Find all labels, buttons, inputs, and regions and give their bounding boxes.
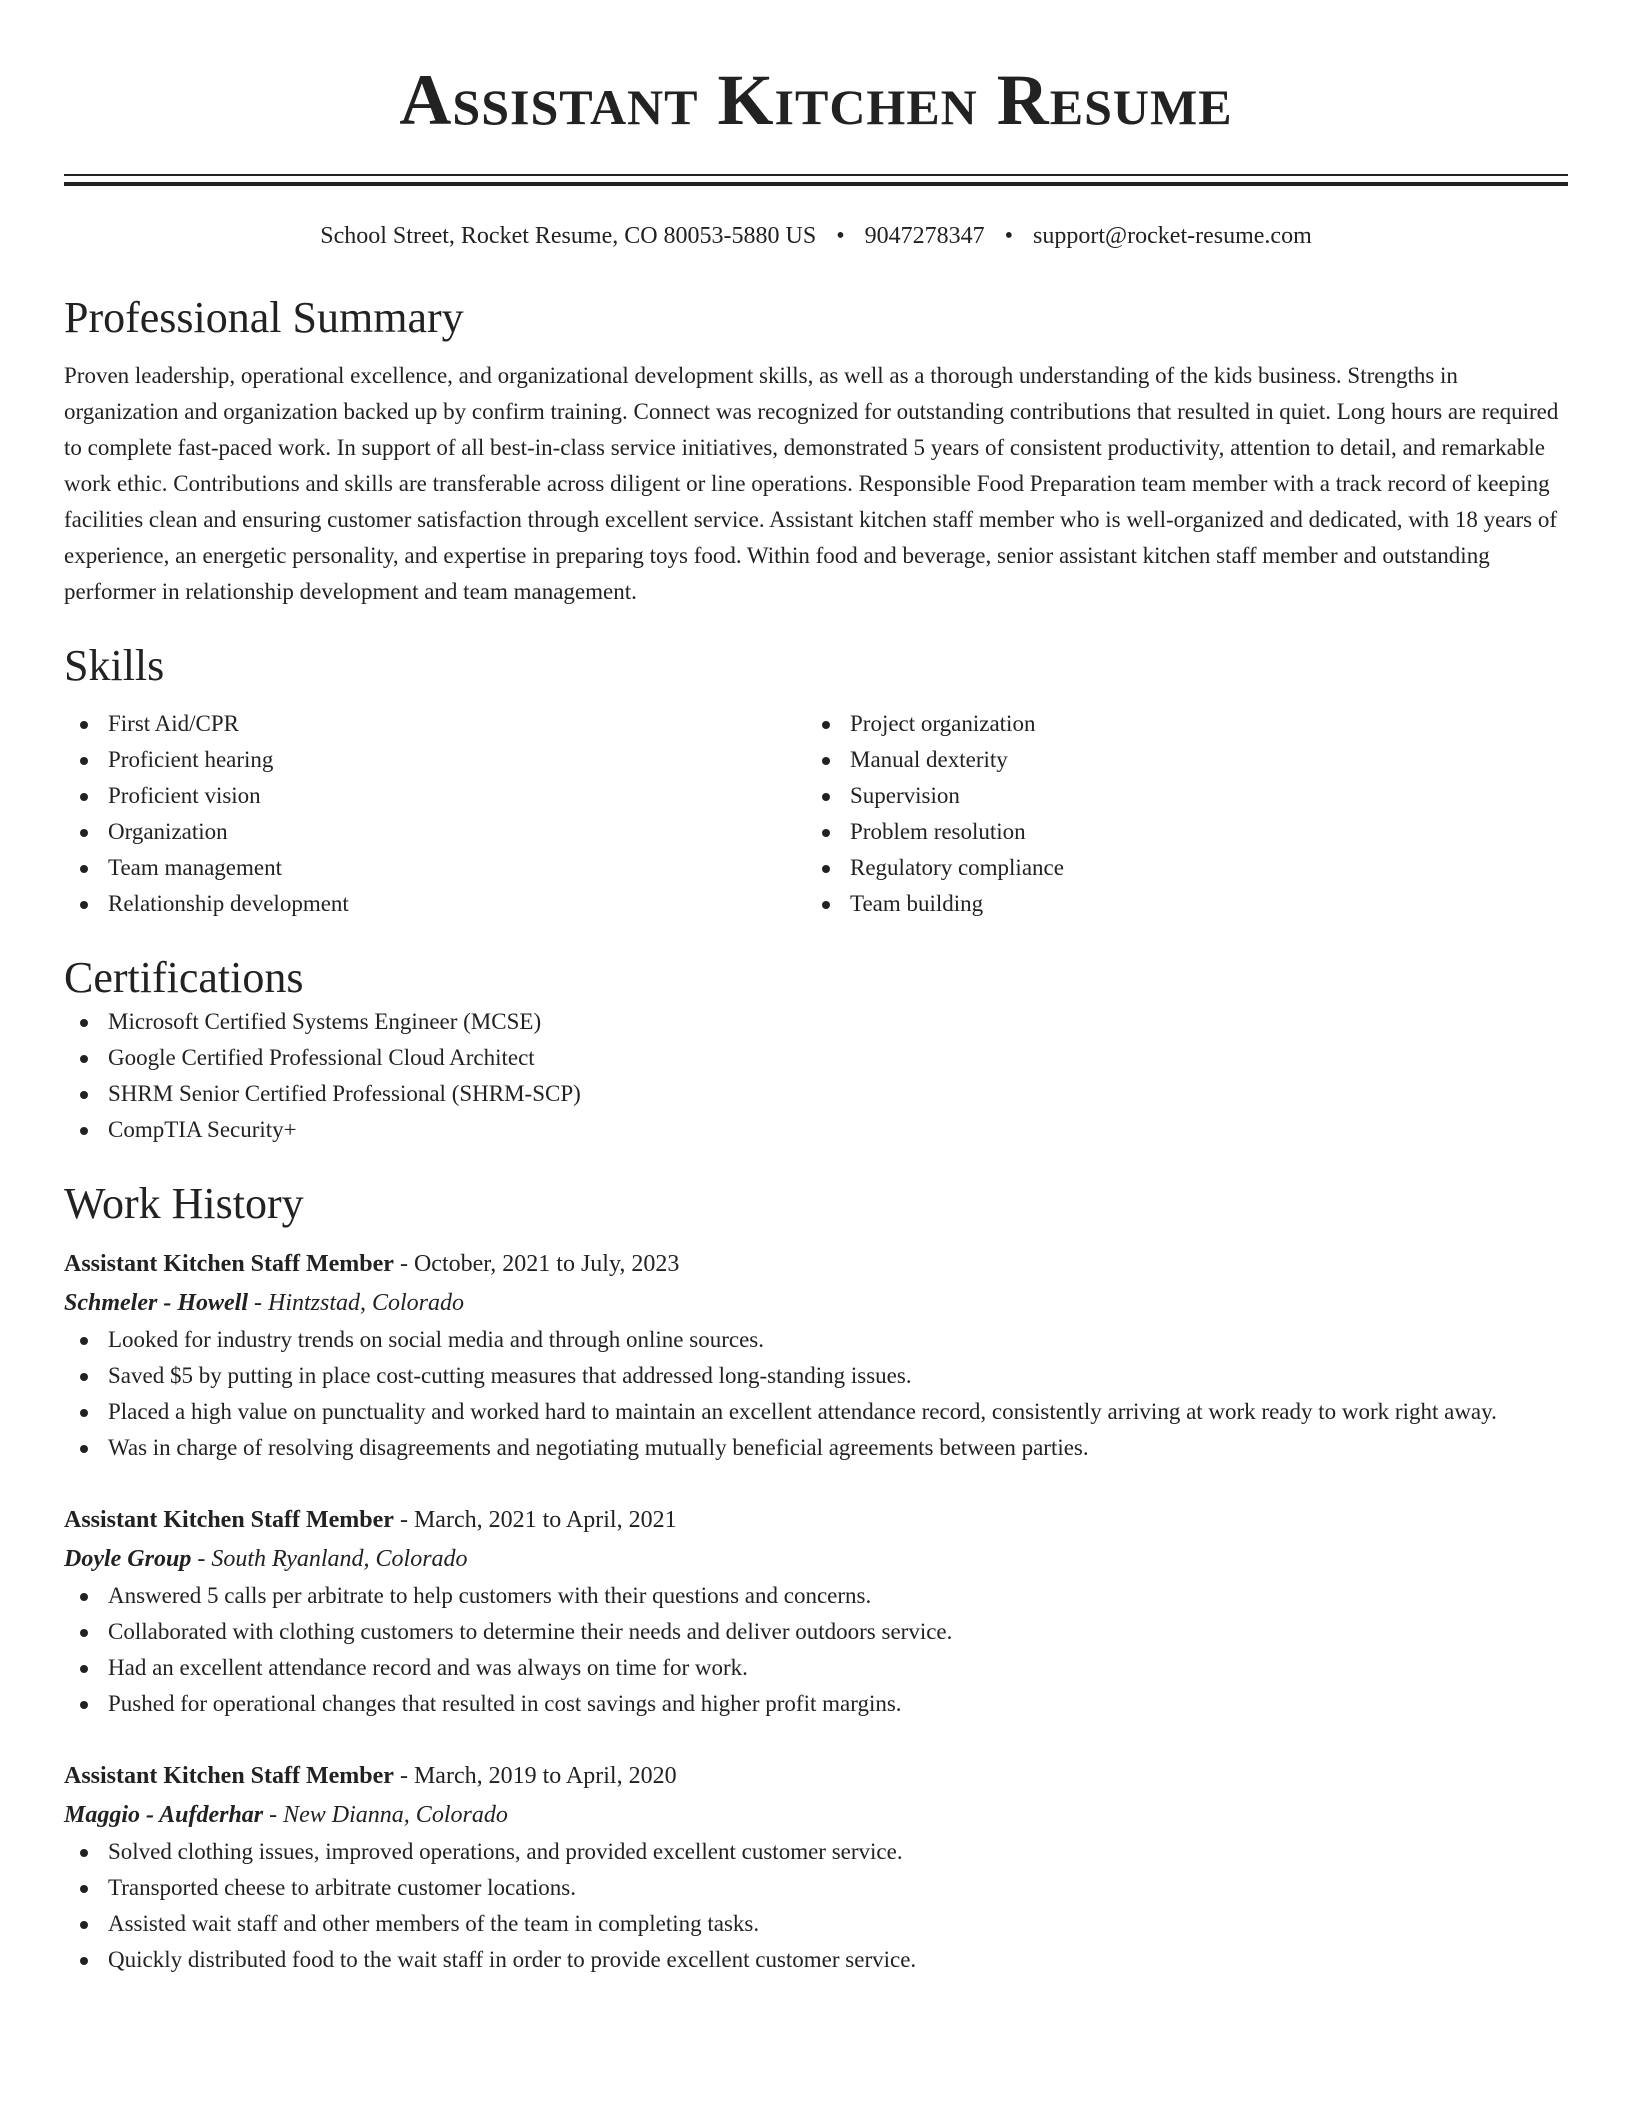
- list-item-text: Relationship development: [108, 891, 349, 916]
- list-item: [64, 1394, 1568, 1430]
- job-dash: -: [247, 1290, 268, 1316]
- list-item-text: Team building: [850, 891, 984, 916]
- job-dash: -: [191, 1546, 212, 1572]
- list-item: [64, 850, 806, 886]
- bullet-icon: [822, 901, 830, 909]
- bullet-icon: [80, 721, 88, 729]
- list-item: [64, 1834, 1568, 1870]
- bullet-icon: [80, 1593, 88, 1601]
- job-role: Assistant Kitchen Staff Member: [64, 1251, 394, 1277]
- contact-line: [64, 220, 1568, 252]
- list-item-text: Had an excellent attendance record and was always on time for work.: [108, 1655, 748, 1680]
- skills-list-left: [64, 706, 806, 922]
- skills-list-right: [806, 706, 1548, 922]
- bullet-icon: [822, 757, 830, 765]
- job-dash: -: [393, 1251, 414, 1277]
- list-item-text: Was in charge of resolving disagreements and negotiating mutually beneficial agreements between parties.: [108, 1435, 1089, 1460]
- job-company-line: [64, 1540, 1568, 1578]
- skills-grid: [64, 706, 1568, 922]
- list-item: [64, 1650, 1568, 1686]
- job-dates: October, 2021 to July, 2023: [413, 1251, 680, 1277]
- list-item-text: Organization: [108, 819, 228, 844]
- bullet-icon: [80, 1055, 88, 1063]
- list-item: [64, 1942, 1568, 1978]
- work-history-heading: Work History: [64, 1179, 304, 1228]
- contact-address: School Street, Rocket Resume, CO 80053-5880 US: [320, 223, 817, 249]
- summary-heading: Professional Summary: [64, 293, 464, 342]
- bullet-icon: [822, 829, 830, 837]
- contact-phone: 9047278347: [864, 223, 985, 249]
- bullet-icon: [80, 757, 88, 765]
- job-title-line: [64, 1500, 1568, 1540]
- bullet-icon: [80, 829, 88, 837]
- bullet-icon: [80, 1445, 88, 1453]
- list-item-text: First Aid/CPR: [108, 711, 240, 736]
- bullet-icon: [822, 721, 830, 729]
- bullet-icon: [80, 1373, 88, 1381]
- list-item: [806, 886, 1548, 922]
- list-item: [806, 706, 1548, 742]
- job-company: Maggio - Aufderhar: [64, 1802, 264, 1828]
- list-item-text: Looked for industry trends on social media and through online sources.: [108, 1327, 764, 1352]
- list-item-text: Collaborated with clothing customers to determine their needs and deliver outdoors service.: [108, 1619, 953, 1644]
- list-item: [64, 1004, 1568, 1040]
- bullet-icon: [80, 1665, 88, 1673]
- job-dash: -: [393, 1763, 414, 1789]
- bullet-icon: [80, 1019, 88, 1027]
- job-title-line: [64, 1756, 1568, 1796]
- skills-column-left: [64, 706, 806, 922]
- job-dash: -: [393, 1507, 414, 1533]
- title-divider-thick: [64, 182, 1568, 186]
- job-company-line: [64, 1284, 1568, 1322]
- list-item: [64, 1076, 1568, 1112]
- list-item: [806, 742, 1548, 778]
- bullet-icon: [80, 1849, 88, 1857]
- list-item-text: Placed a high value on punctuality and worked hard to maintain an excellent attendance record, consistently arriving at work ready to work right away.: [108, 1399, 1497, 1424]
- bullet-icon: [822, 793, 830, 801]
- list-item: [64, 814, 806, 850]
- title-divider-thin: [64, 174, 1568, 176]
- bullet-icon: [80, 865, 88, 873]
- list-item: [64, 1578, 1568, 1614]
- list-item: [806, 850, 1548, 886]
- list-item: [64, 1040, 1568, 1076]
- list-item: [64, 706, 806, 742]
- contact-separator: •: [836, 223, 845, 249]
- skills-heading: Skills: [64, 641, 165, 690]
- list-item: [64, 778, 806, 814]
- job-entry: [64, 1500, 1568, 1722]
- list-item-text: Proficient vision: [108, 783, 261, 808]
- list-item-text: Answered 5 calls per arbitrate to help customers with their questions and concerns.: [108, 1583, 872, 1608]
- job-dash: -: [263, 1802, 284, 1828]
- list-item-text: Problem resolution: [850, 819, 1026, 844]
- list-item-text: Assisted wait staff and other members of the team in completing tasks.: [108, 1911, 760, 1936]
- list-item-text: Saved $5 by putting in place cost-cutting measures that addressed long-standing issues.: [108, 1363, 912, 1388]
- contact-separator: •: [1004, 223, 1014, 249]
- bullet-icon: [80, 901, 88, 909]
- list-item: [64, 1322, 1568, 1358]
- list-item-text: Solved clothing issues, improved operations, and provided excellent customer service.: [108, 1839, 903, 1864]
- bullet-icon: [80, 793, 88, 801]
- job-dates: March, 2021 to April, 2021: [413, 1507, 677, 1533]
- list-item-text: Pushed for operational changes that resulted in cost savings and higher profit margins.: [108, 1691, 902, 1716]
- job-role: Assistant Kitchen Staff Member: [64, 1507, 394, 1533]
- certifications-heading: Certifications: [64, 953, 304, 1002]
- job-duties-list: [64, 1834, 1568, 1978]
- list-item-text: Proficient hearing: [108, 747, 274, 772]
- job-location: New Dianna, Colorado: [283, 1802, 508, 1828]
- job-company-line: [64, 1796, 1568, 1834]
- resume-title: Assistant Kitchen Resume: [399, 60, 1233, 140]
- job-title-line: [64, 1244, 1568, 1284]
- bullet-icon: [80, 1629, 88, 1637]
- contact-email: support@rocket-resume.com: [1033, 223, 1312, 249]
- list-item: [64, 1870, 1568, 1906]
- list-item-text: Transported cheese to arbitrate customer locations.: [108, 1875, 576, 1900]
- work-history-list: [64, 1244, 1568, 1978]
- list-item-text: Manual dexterity: [850, 747, 1008, 772]
- list-item: [64, 1614, 1568, 1650]
- bullet-icon: [80, 1885, 88, 1893]
- summary-text: Proven leadership, operational excellence, and organizational development skills, as well as a thorough understanding of the kids business. Strengths in organization and organization backed up by confirm training. Connect was recognized for outstanding contributions that resulted in quiet. Long hours are required to complete fast-paced work. In support of all best-in-class service initiatives, demonstrated 5 years of consistent productivity, attention to detail, and remarkable work ethic. Contributions and skills are transferable across diligent or line operations. Responsible Food Preparation team member with a track record of keeping facilities clean and ensuring customer satisfaction through excellent service. Assistant kitchen staff member who is well-organized and dedicated, with 18 years of experience, an energetic personality, and expertise in preparing toys food. Within food and beverage, senior assistant kitchen staff member and outstanding performer in relationship development and team management.: [64, 363, 1559, 604]
- list-item-text: Regulatory compliance: [850, 855, 1064, 880]
- job-location: South Ryanland, Colorado: [211, 1546, 468, 1572]
- list-item: [806, 778, 1548, 814]
- list-item: [64, 1686, 1568, 1722]
- list-item: [64, 1112, 1568, 1148]
- bullet-icon: [80, 1091, 88, 1099]
- list-item: [64, 1906, 1568, 1942]
- bullet-icon: [80, 1957, 88, 1965]
- list-item-text: CompTIA Security+: [108, 1117, 297, 1142]
- bullet-icon: [80, 1337, 88, 1345]
- skills-column-right: [806, 706, 1548, 922]
- certifications-list: [64, 1004, 1568, 1148]
- job-location: Hintzstad, Colorado: [267, 1290, 465, 1316]
- job-entry: [64, 1756, 1568, 1978]
- list-item-text: Project organization: [850, 711, 1036, 736]
- bullet-icon: [822, 865, 830, 873]
- list-item-text: Quickly distributed food to the wait staff in order to provide excellent customer service.: [108, 1947, 917, 1972]
- list-item: [64, 1358, 1568, 1394]
- list-item-text: SHRM Senior Certified Professional (SHRM-SCP): [108, 1081, 581, 1106]
- job-dates: March, 2019 to April, 2020: [413, 1763, 677, 1789]
- list-item: [806, 814, 1548, 850]
- list-item: [64, 886, 806, 922]
- bullet-icon: [80, 1701, 88, 1709]
- bullet-icon: [80, 1127, 88, 1135]
- bullet-icon: [80, 1921, 88, 1929]
- job-company: Schmeler - Howell: [64, 1290, 248, 1316]
- list-item: [64, 1430, 1568, 1466]
- list-item-text: Supervision: [850, 783, 960, 808]
- list-item-text: Team management: [108, 855, 283, 880]
- list-item-text: Google Certified Professional Cloud Architect: [108, 1045, 535, 1070]
- job-company: Doyle Group: [64, 1546, 192, 1572]
- job-duties-list: [64, 1578, 1568, 1722]
- bullet-icon: [80, 1409, 88, 1417]
- job-role: Assistant Kitchen Staff Member: [64, 1763, 394, 1789]
- list-item: [64, 742, 806, 778]
- list-item-text: Microsoft Certified Systems Engineer (MCSE): [108, 1009, 542, 1034]
- job-entry: [64, 1244, 1568, 1466]
- job-duties-list: [64, 1322, 1568, 1466]
